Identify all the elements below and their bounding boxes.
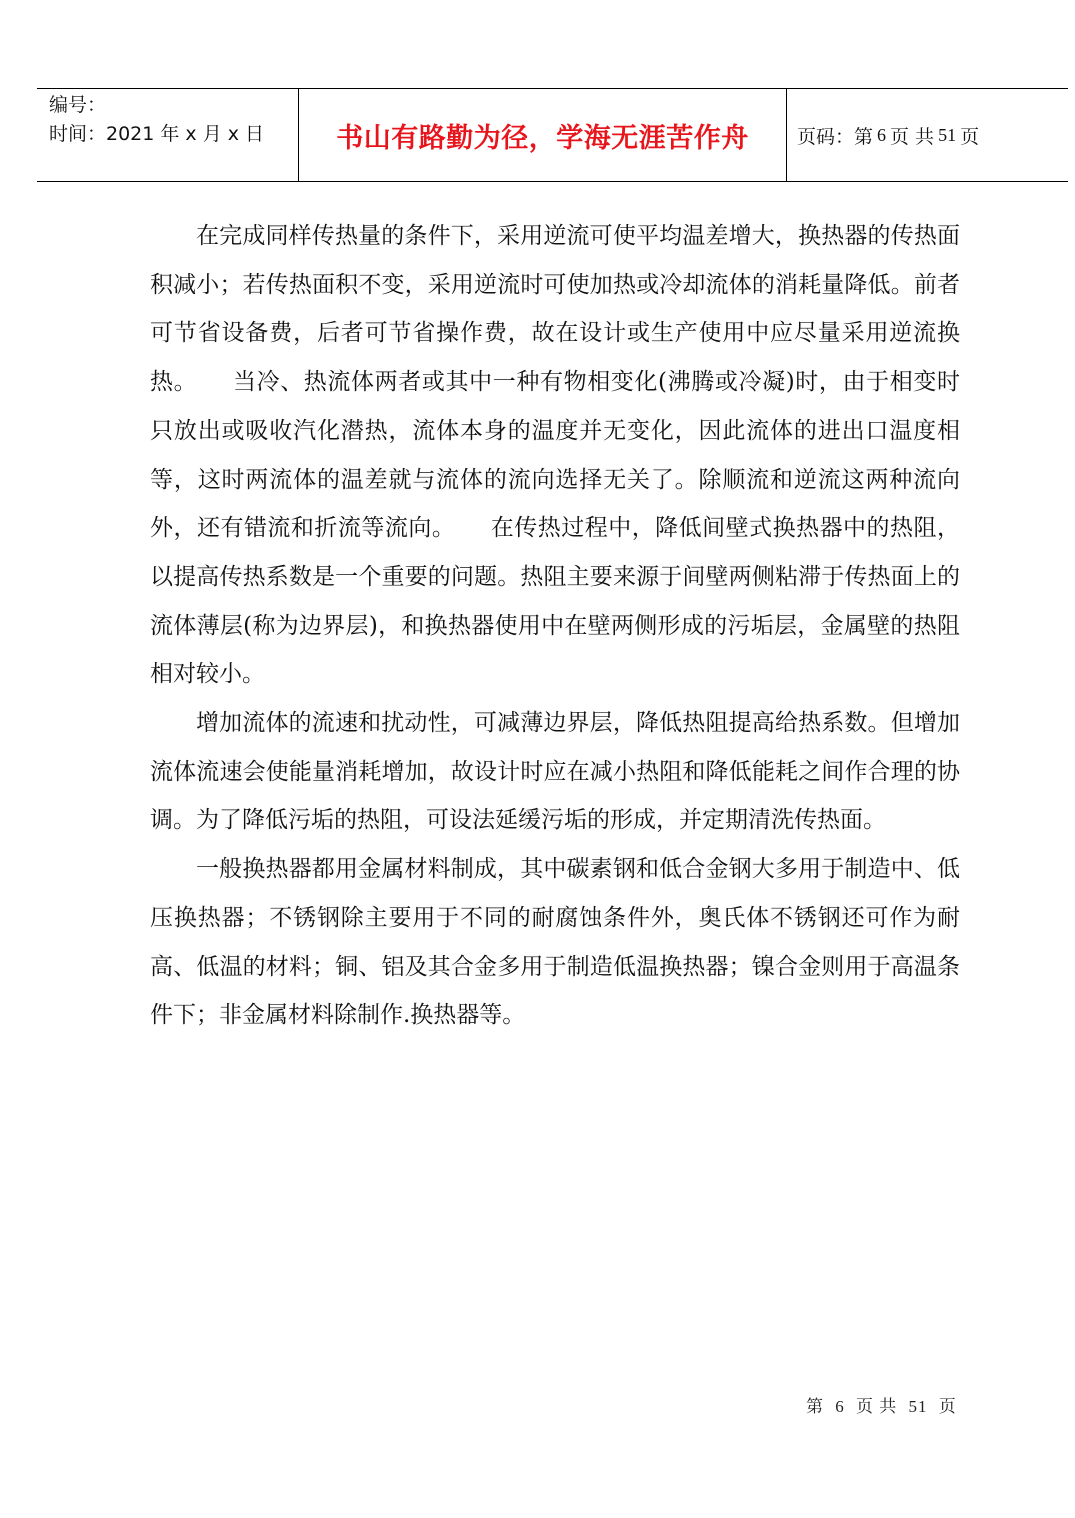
- page-prefix: 页码：第: [797, 125, 874, 148]
- date-label: 时间：2021 年 x 月 x 日: [49, 123, 265, 145]
- page-header: [37, 88, 1068, 182]
- page-number: 6: [877, 124, 887, 145]
- header-meta: [37, 89, 299, 181]
- footer-suffix: 页: [938, 1397, 957, 1416]
- serial-number-label: 编号：: [49, 94, 107, 116]
- paragraph: 在完成同样传热量的条件下，采用逆流可使平均温差增大，换热器的传热面积减小；若传热面积不变，采用逆流时可使加热或冷却流体的消耗量降低。前者可节省设备费，后者可节省操作费，故在设计或生产使用中应尽量采用逆流换热。 当冷、热流体两者或其中一种有物相变化(沸腾或冷凝)时，由于相变时只放出或吸收汽化潜热，流体本身的温度并无变化，因此流体的进出口温度相等，这时两流体的温差就与流体的流向选择无关了。除顺流和逆流这两种流向外，还有错流和折流等流向。 在传热过程中，降低间壁式换热器中的热阻，以提高传热系数是一个重要的问题。热阻主要来源于间壁两侧粘滞于传热面上的流体薄层(称为边界层)，和换热器使用中在壁两侧形成的污垢层，金属壁的热阻相对较小。: [150, 223, 960, 688]
- header-motto-cell: [299, 89, 787, 181]
- document-body: [150, 212, 960, 1040]
- footer-page-total: 51: [908, 1397, 928, 1416]
- paragraph: 一般换热器都用金属材料制成，其中碳素钢和低合金钢大多用于制造中、低压换热器；不锈钢除主要用于不同的耐腐蚀条件外，奥氏体不锈钢还可作为耐高、低温的材料；铜、铝及其合金多用于制造低温换热器；镍合金则用于高温条件下；非金属材料除制作.换热器等。: [150, 856, 960, 1029]
- footer-mid: 页 共: [856, 1397, 898, 1416]
- footer-prefix: 第: [806, 1397, 824, 1416]
- header-page-info: [787, 89, 1068, 181]
- page-mid: 页 共: [890, 125, 935, 148]
- page-footer: [806, 1392, 963, 1417]
- motto-text: 书山有路勤为径，学海无涯苦作舟: [336, 122, 749, 154]
- footer-page-number: 6: [835, 1397, 845, 1416]
- page-suffix: 页: [960, 125, 980, 148]
- page-total: 51: [938, 124, 957, 145]
- paragraph: 增加流体的流速和扰动性，可减薄边界层，降低热阻提高给热系数。但增加流体流速会使能量消耗增加，故设计时应在减小热阻和降低能耗之间作合理的协调。为了降低污垢的热阻，可设法延缓污垢的形成，并定期清洗传热面。: [150, 710, 960, 834]
